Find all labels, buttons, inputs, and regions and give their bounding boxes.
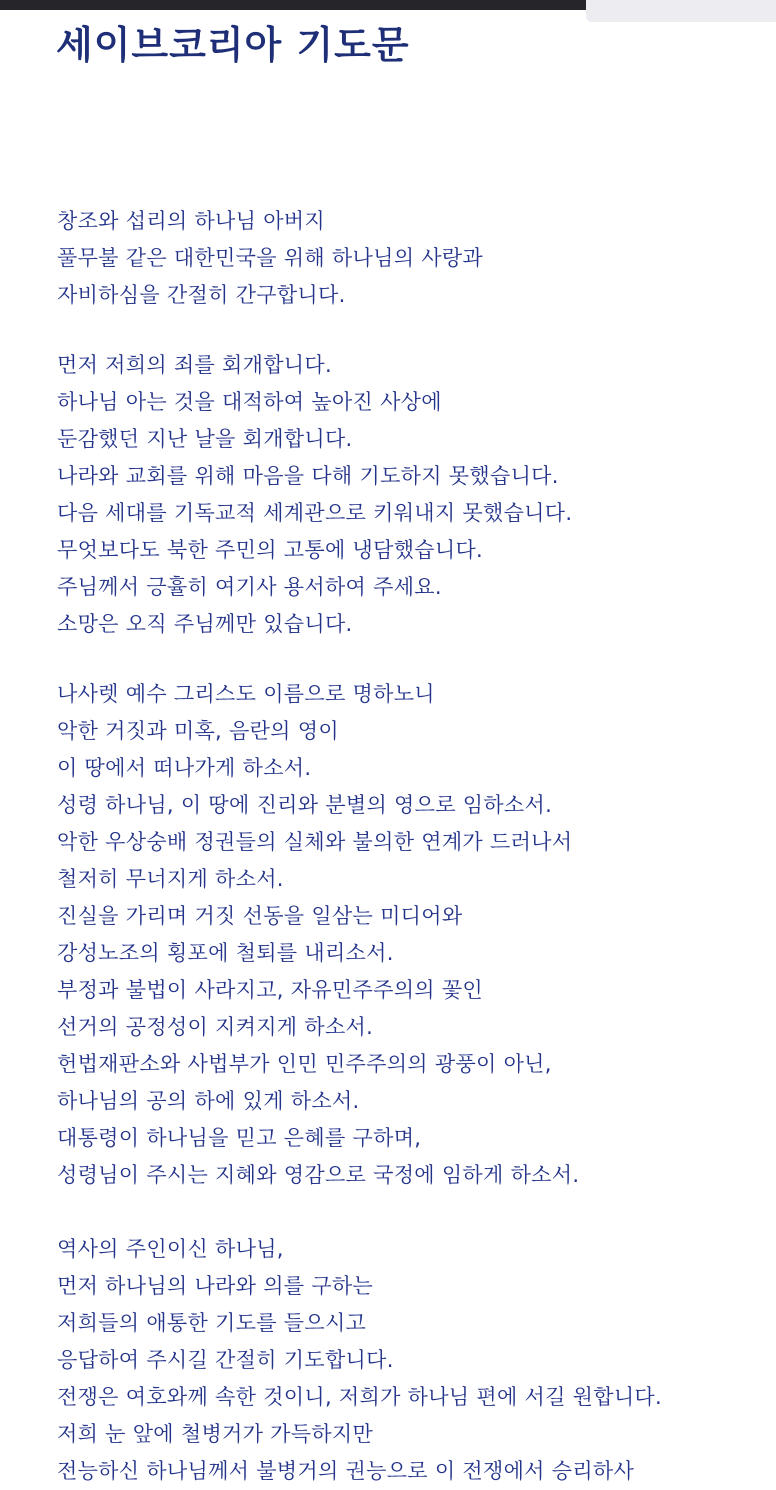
text-line: 대통령이 하나님을 믿고 은혜를 구하며, [57, 1126, 422, 1150]
text-line: 먼저 하나님의 나라와 의를 구하는 [57, 1274, 374, 1298]
text-line: 전능하신 하나님께서 불병거의 권능으로 이 전쟁에서 승리하사 [57, 1459, 635, 1483]
text-line: 헌법재판소와 사법부가 인민 민주주의의 광풍이 아닌, [57, 1052, 552, 1076]
text-line: 나라와 교회를 위해 마음을 다해 기도하지 못했습니다. [57, 464, 559, 488]
text-line: 악한 우상숭배 정권들의 실체와 불의한 연계가 드러나서 [57, 830, 573, 854]
text-line: 자비하심을 간절히 간구합니다. [57, 283, 346, 307]
text-line: 부정과 불법이 사라지고, 자유민주주의의 꽃인 [57, 978, 484, 1002]
text-line: 악한 거짓과 미혹, 음란의 영이 [57, 719, 339, 743]
text-line: 무엇보다도 북한 주민의 고통에 냉담했습니다. [57, 538, 484, 562]
text-line: 저희들의 애통한 기도를 들으시고 [57, 1311, 367, 1335]
text-line: 하나님 아는 것을 대적하여 높아진 사상에 [57, 390, 442, 414]
text-line: 하나님의 공의 하에 있게 하소서. [57, 1089, 360, 1113]
text-line: 이 땅에서 떠나가게 하소서. [57, 756, 312, 780]
text-line: 풀무불 같은 대한민국을 위해 하나님의 사랑과 [57, 246, 484, 270]
paragraph-3 [57, 676, 757, 1194]
paragraph-gap [57, 1194, 757, 1231]
top-tab [586, 0, 776, 22]
text-line: 강성노조의 횡포에 철퇴를 내리소서. [57, 941, 394, 965]
paragraph-gap [57, 643, 757, 676]
text-line: 둔감했던 지난 날을 회개합니다. [57, 427, 353, 451]
text-line: 역사의 주인이신 하나님, [57, 1237, 284, 1261]
text-line: 성령 하나님, 이 땅에 진리와 분별의 영으로 임하소서. [57, 793, 553, 817]
text-line: 전쟁은 여호와께 속한 것이니, 저희가 하나님 편에 서길 원합니다. [57, 1385, 662, 1409]
text-line: 성령님이 주시는 지혜와 영감으로 국정에 임하게 하소서. [57, 1163, 580, 1187]
text-line: 선거의 공정성이 지켜지게 하소서. [57, 1015, 374, 1039]
text-line: 응답하여 주시길 간절히 기도합니다. [57, 1348, 394, 1372]
paragraph-gap [57, 314, 757, 347]
text-line: 진실을 가리며 거짓 선동을 일삼는 미디어와 [57, 904, 463, 928]
paragraph-4 [57, 1231, 757, 1490]
text-line: 나사렛 예수 그리스도 이름으로 명하노니 [57, 682, 435, 706]
text-line: 소망은 오직 주님께만 있습니다. [57, 612, 353, 636]
text-line: 저희 눈 앞에 철병거가 가득하지만 [57, 1422, 374, 1446]
paragraph-2 [57, 347, 757, 643]
text-line: 먼저 저희의 죄를 회개합니다. [57, 353, 332, 377]
text-line: 주님께서 긍휼히 여기사 용서하여 주세요. [57, 575, 442, 599]
paragraph-1 [57, 203, 757, 314]
text-line: 다음 세대를 기독교적 세계관으로 키워내지 못했습니다. [57, 501, 573, 525]
document-title: 세이브코리아 기도문 [56, 23, 410, 67]
text-line: 철저히 무너지게 하소서. [57, 867, 284, 891]
prayer-body [57, 203, 757, 1490]
text-line: 창조와 섭리의 하나님 아버지 [57, 209, 325, 233]
